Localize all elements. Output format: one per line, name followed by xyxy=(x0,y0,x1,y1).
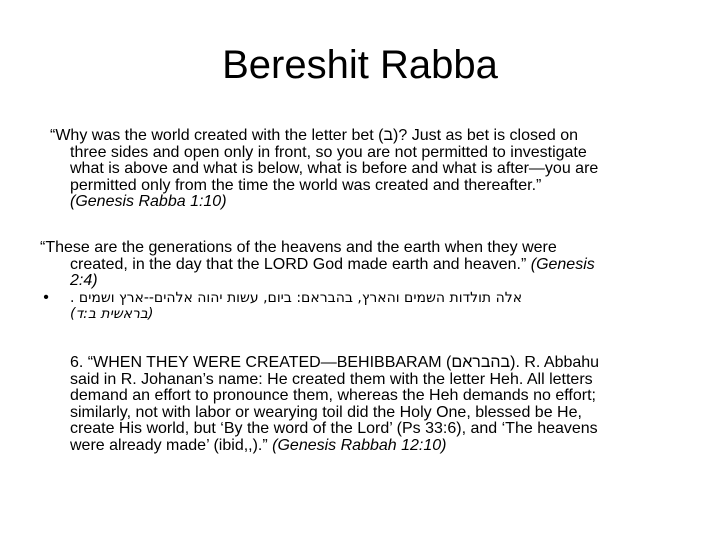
quote-line xyxy=(40,257,670,274)
quote-line: “These are the generations of the heavens and the earth when they were xyxy=(40,239,557,256)
quote-citation: (Genesis xyxy=(530,255,595,273)
quote-text: created, in the day that the LORD God made earth and heaven.” xyxy=(70,255,531,273)
hebrew-citation: (בראשית ב:ד) xyxy=(70,306,154,322)
quote-citation: 2:4) xyxy=(70,272,98,289)
quote-generations xyxy=(40,240,670,323)
quote-text: were already made’ (ibid,,).” xyxy=(70,436,273,454)
quote-line: what is above and what is below, what is before and what is after—you are xyxy=(70,160,599,177)
quote-line: three sides and open only in front, so you are not permitted to investigate xyxy=(70,143,587,161)
quote-line: similarly, not with labor or wearying toil did the Holy One, blessed be He, xyxy=(70,403,582,421)
hebrew-verse-row xyxy=(40,290,670,307)
bullet: • xyxy=(43,288,49,306)
hebrew-verse: אלה תולדות השמים והארץ, בהבראם: ביום, עשות יהוה אלהים--ארץ ושמים . xyxy=(70,289,523,306)
quote-citation: (Genesis Rabbah 12:10) xyxy=(272,436,447,454)
quote-line: 6. “WHEN THEY WERE CREATED—BEHIBBARAM (בהבראם). R. Abbahu xyxy=(70,354,600,371)
quote-letter-bet xyxy=(50,128,670,211)
quote-line: demand an effort to pronounce them, whereas the Heh demands no effort; xyxy=(70,387,596,404)
quote-line: said in R. Johanan’s name: He created them with the letter Heh. All letters xyxy=(70,370,593,388)
quote-line xyxy=(70,438,670,455)
hebrew-citation-row xyxy=(40,306,670,323)
quote-line: create His world, but ‘By the word of the Lord’ (Ps 33:6), and ‘The heavens xyxy=(70,420,598,437)
slide-title: Bereshit Rabba xyxy=(222,43,498,87)
quote-line: “Why was the world created with the letter bet (ב)? Just as bet is closed on xyxy=(50,127,579,144)
quote-behibbaram xyxy=(70,355,670,454)
quote-line: permitted only from the time the world was created and thereafter.” xyxy=(70,176,542,194)
quote-citation: (Genesis Rabba 1:10) xyxy=(70,193,227,210)
